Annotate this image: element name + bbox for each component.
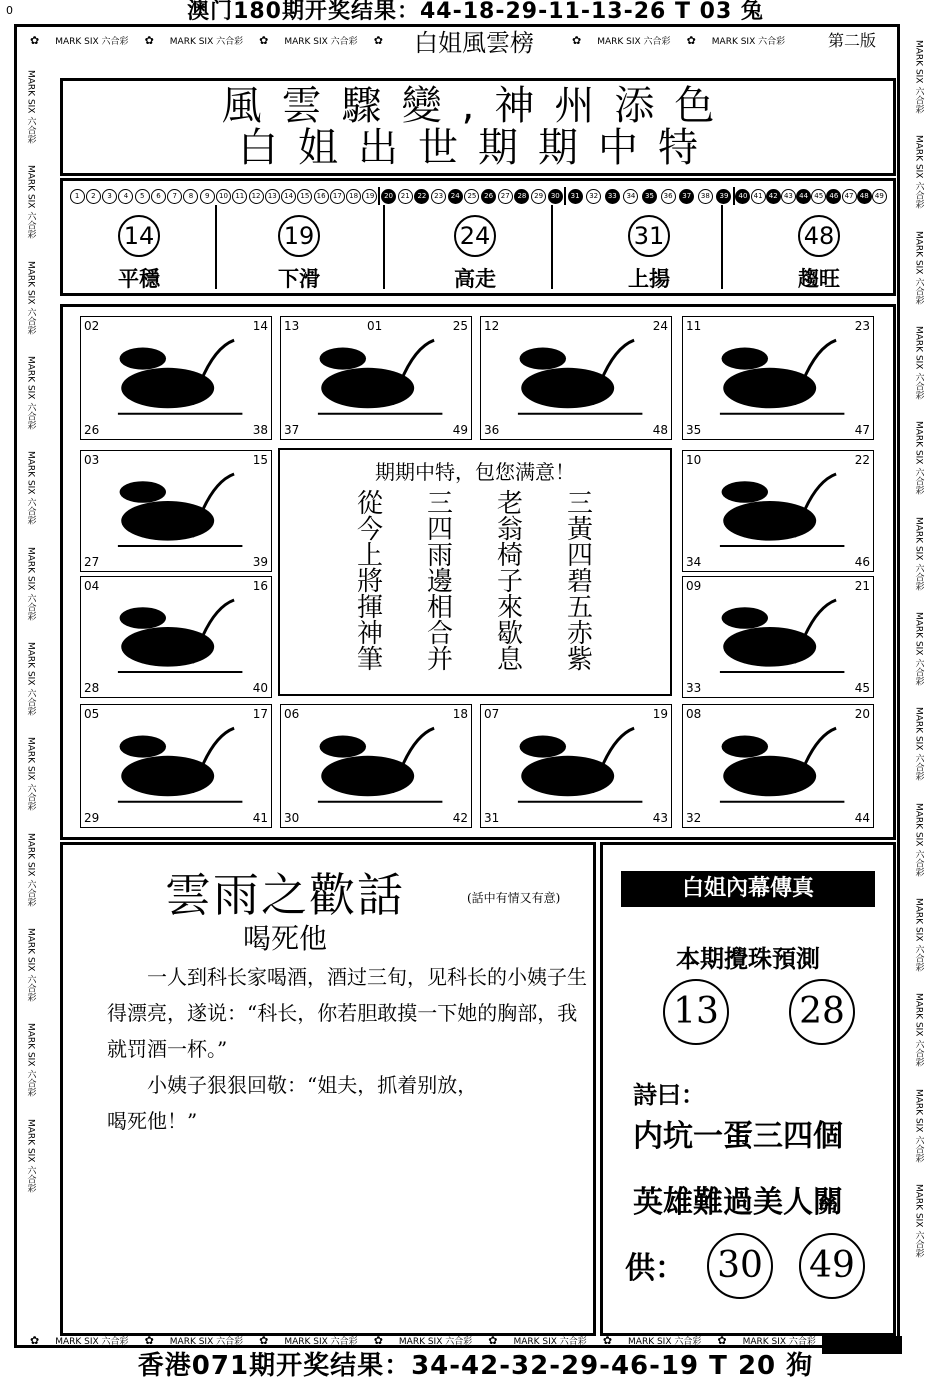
- strip-number: 39: [716, 189, 731, 204]
- picture-number: 23: [854, 319, 870, 333]
- pick-label: 高走: [454, 267, 496, 291]
- picture-number: 21: [854, 579, 870, 593]
- watermark: MARK SIX 六合彩: [398, 1337, 473, 1347]
- watermark: MARK SIX 六合彩: [913, 40, 924, 114]
- watermark: MARK SIX 六合彩: [628, 1337, 702, 1347]
- watermark: MARK SIX 六合彩: [169, 37, 244, 47]
- strip-number: 41: [751, 189, 766, 204]
- picture-panel: [682, 316, 874, 440]
- prediction-banner: 白姐內幕傳真: [621, 871, 875, 907]
- picture-panel: [682, 704, 874, 828]
- flower-icon: ✿: [259, 34, 269, 47]
- picture-number: 35: [686, 423, 702, 437]
- strip-number: 13: [265, 189, 280, 204]
- strip-number: 26: [481, 189, 496, 204]
- pick-label: 上揚: [628, 267, 670, 291]
- ink-painting-icon: [493, 331, 659, 423]
- flower-icon: ✿: [30, 34, 40, 47]
- poem-line-2: 英雄難過美人關: [633, 1185, 843, 1220]
- picture-number: 24: [652, 319, 668, 333]
- left-watermark-column: [18, 70, 44, 1192]
- watermark: MARK SIX 六合彩: [742, 1337, 816, 1347]
- picture-number: 12: [484, 319, 500, 333]
- picture-number: 42: [452, 811, 468, 825]
- strip-number: 43: [781, 189, 796, 204]
- poem-label: 詩曰：: [633, 1081, 705, 1109]
- picture-panel: [682, 576, 874, 698]
- pick-2: [239, 215, 359, 293]
- joke-subtitle: 喝死他: [243, 922, 328, 955]
- pick-number: 19: [278, 215, 320, 257]
- strip-number: 37: [679, 189, 694, 204]
- divider: [383, 205, 385, 289]
- strip-number: 31: [568, 189, 583, 204]
- flower-icon: ✿: [144, 34, 154, 47]
- strip-number: 14: [281, 189, 296, 204]
- poem-column: 從 今 上 將 揮 神 筆: [356, 489, 383, 675]
- page-title: 白姐風雲榜: [414, 29, 534, 57]
- watermark: MARK SIX 六合彩: [913, 421, 924, 495]
- flower-icon: ✿: [373, 1334, 383, 1347]
- picture-panel: [682, 450, 874, 572]
- strip-number: 4: [118, 189, 133, 204]
- picture-number: 17: [252, 707, 268, 721]
- strip-number: 30: [548, 189, 563, 204]
- poem-heading: 期期中特，包您满意！: [375, 460, 575, 484]
- headline-box: [60, 78, 896, 176]
- picture-number: 07: [484, 707, 500, 721]
- picture-number: 11: [686, 319, 702, 333]
- strip-number: 34: [623, 189, 638, 204]
- joke-box: [60, 842, 596, 1336]
- picture-number: 38: [252, 423, 268, 437]
- strip-number: 42: [766, 189, 781, 204]
- strip-number: 17: [330, 189, 345, 204]
- ink-painting-icon: [695, 465, 861, 555]
- edition-label: 第二版: [828, 31, 877, 50]
- picture-number: 14: [252, 319, 268, 333]
- hk-result-line: 香港071期开奖结果：34-42-32-29-46-19 T 20 狗: [137, 1351, 814, 1381]
- strip-number: 5: [135, 189, 150, 204]
- joke-body: [107, 959, 587, 1139]
- strip-number: 35: [642, 189, 657, 204]
- ink-painting-icon: [93, 591, 259, 681]
- strip-number: 33: [605, 189, 620, 204]
- strip-number: 45: [811, 189, 826, 204]
- picture-number: 28: [84, 681, 100, 695]
- picture-number: 06: [284, 707, 300, 721]
- watermark: MARK SIX 六合彩: [913, 135, 924, 209]
- watermark: MARK SIX 六合彩: [25, 356, 36, 430]
- picture-number: 49: [452, 423, 468, 437]
- pick-3: [415, 215, 535, 293]
- picture-panel: [80, 576, 272, 698]
- watermark: MARK SIX 六合彩: [597, 37, 671, 47]
- watermark: MARK SIX 六合彩: [55, 37, 129, 47]
- picture-number: 19: [652, 707, 668, 721]
- headline-line-2: 白姐出世期期中特: [238, 125, 718, 171]
- picture-number: 30: [284, 811, 300, 825]
- page-number: 0: [6, 4, 13, 17]
- picture-number: 10: [686, 453, 702, 467]
- watermark: MARK SIX 六合彩: [913, 230, 924, 305]
- joke-note: (話中有情又有意): [467, 891, 561, 905]
- picture-panel: [280, 704, 472, 828]
- picture-number: 25: [452, 319, 468, 333]
- strip-number: 25: [464, 189, 479, 204]
- strip-number: 21: [398, 189, 413, 204]
- joke-paragraph: 小姨子狠狠回敬：“姐夫，抓着别放，: [147, 1073, 478, 1097]
- number-strip-group: [735, 187, 887, 205]
- pick-label: 平穩: [118, 267, 160, 291]
- watermark: MARK SIX 六合彩: [25, 832, 36, 907]
- number-forecast-box: [60, 178, 896, 296]
- strip-number: 16: [314, 189, 329, 204]
- picture-number: 33: [686, 681, 702, 695]
- strip-number: 47: [842, 189, 857, 204]
- flower-icon: ✿: [488, 1334, 498, 1347]
- picture-number: 46: [854, 555, 870, 569]
- strip-number: 11: [232, 189, 247, 204]
- strip-number: 27: [498, 189, 513, 204]
- picture-number: 04: [84, 579, 100, 593]
- picture-number: 08: [686, 707, 702, 721]
- strip-number: 22: [414, 189, 429, 204]
- picture-number: 37: [284, 423, 300, 437]
- flower-icon: ✿: [717, 1334, 727, 1347]
- watermark: MARK SIX 六合彩: [284, 1337, 358, 1347]
- strip-number: 32: [586, 189, 601, 204]
- picture-panel: [80, 450, 272, 572]
- watermark: MARK SIX 六合彩: [913, 516, 924, 591]
- picture-panel: [280, 316, 472, 440]
- pick-4: [589, 215, 709, 293]
- poem-column: 三 四 雨 邊 相 合 并: [426, 489, 453, 675]
- prediction-number: 13: [663, 979, 729, 1045]
- pick-5: [759, 215, 879, 293]
- ink-painting-icon: [93, 465, 259, 555]
- supply-number: 30: [707, 1233, 773, 1299]
- watermark: MARK SIX 六合彩: [25, 165, 36, 239]
- strip-number: 12: [249, 189, 264, 204]
- ink-painting-icon: [93, 331, 259, 423]
- strip-number: 10: [216, 189, 231, 204]
- pick-1: [79, 215, 199, 293]
- watermark: MARK SIX 六合彩: [913, 612, 924, 686]
- watermark: MARK SIX 六合彩: [913, 326, 924, 400]
- prediction-label: 本期攪珠預測: [676, 945, 820, 973]
- watermark: MARK SIX 六合彩: [513, 1337, 587, 1347]
- picture-panel: [480, 316, 672, 440]
- picture-panel: [80, 704, 272, 828]
- strip-number: 44: [796, 189, 811, 204]
- picture-number: 45: [854, 681, 870, 695]
- strip-number: 28: [514, 189, 529, 204]
- strip-number: 18: [346, 189, 361, 204]
- number-strip-group: [69, 187, 380, 205]
- strip-number: 48: [857, 189, 872, 204]
- joke-paragraph: 喝死他！”: [107, 1109, 198, 1133]
- flower-icon: ✿: [602, 1334, 613, 1347]
- picture-number: 18: [452, 707, 468, 721]
- macau-result-line: 澳门180期开奖结果：44-18-29-11-13-26 T 03 兔: [187, 0, 764, 24]
- right-watermark-column: [906, 40, 932, 1257]
- strip-number: 9: [200, 189, 215, 204]
- pick-label: 趨旺: [798, 267, 840, 291]
- flower-icon: ✿: [373, 34, 383, 47]
- watermark: MARK SIX 六合彩: [913, 898, 924, 972]
- watermark: MARK SIX 六合彩: [913, 802, 924, 877]
- watermark: MARK SIX 六合彩: [25, 70, 36, 144]
- divider: [721, 205, 723, 289]
- watermark: MARK SIX 六合彩: [913, 993, 924, 1067]
- strip-number: 15: [297, 189, 312, 204]
- watermark: MARK SIX 六合彩: [25, 1023, 36, 1097]
- watermark: MARK SIX 六合彩: [25, 260, 36, 335]
- flower-icon: ✿: [572, 34, 582, 47]
- picture-number: 03: [84, 453, 100, 467]
- ink-painting-icon: [695, 331, 861, 423]
- picture-number: 39: [252, 555, 268, 569]
- watermark: MARK SIX 六合彩: [913, 1088, 924, 1163]
- divider: [215, 205, 217, 289]
- picture-number: 22: [854, 453, 870, 467]
- strip-number: 23: [431, 189, 446, 204]
- picture-panel: [480, 704, 672, 828]
- picture-number: 01: [367, 319, 383, 333]
- flower-icon: ✿: [259, 1334, 269, 1347]
- ink-painting-icon: [493, 719, 659, 811]
- flower-icon: ✿: [686, 34, 696, 47]
- watermark: MARK SIX 六合彩: [25, 642, 36, 716]
- number-strip-group: [566, 187, 736, 205]
- flower-icon: ✿: [30, 1334, 40, 1347]
- flower-icon: ✿: [144, 1334, 154, 1347]
- picture-panel: [80, 316, 272, 440]
- ink-painting-icon: [695, 719, 861, 811]
- bottom-watermark-row: [30, 1334, 816, 1347]
- number-strip: [69, 187, 887, 205]
- supply-label: 供：: [625, 1251, 685, 1286]
- strip-number: 1: [70, 189, 85, 204]
- strip-number: 38: [698, 189, 713, 204]
- ink-painting-icon: [293, 331, 459, 423]
- watermark: MARK SIX 六合彩: [25, 546, 36, 621]
- strip-number: 36: [661, 189, 676, 204]
- headline-line-1: 風雲驟變,神州添色: [221, 83, 735, 129]
- watermark: MARK SIX 六合彩: [25, 451, 36, 525]
- watermark: MARK SIX 六合彩: [25, 1118, 36, 1193]
- pick-number: 14: [118, 215, 160, 257]
- pick-number: 24: [454, 215, 496, 257]
- strip-number: 24: [448, 189, 463, 204]
- picture-number: 48: [652, 423, 668, 437]
- watermark: MARK SIX 六合彩: [55, 1337, 129, 1347]
- ink-painting-icon: [293, 719, 459, 811]
- watermark: MARK SIX 六合彩: [913, 1184, 924, 1258]
- poem-columns: [280, 491, 670, 673]
- strip-number: 3: [102, 189, 117, 204]
- picture-number: 47: [854, 423, 870, 437]
- joke-paragraph: 一人到科长家喝酒，酒过三旬，见科长的小姨子生得漂亮，遂说：“科长，你若胆敢摸一下她的胸部，我就罚酒一杯。”: [107, 965, 587, 1061]
- pick-label: 下滑: [278, 267, 320, 291]
- poem-line-1: 内坑一蛋三四個: [633, 1119, 843, 1154]
- picture-number: 02: [84, 319, 100, 333]
- supply-number: 49: [799, 1233, 865, 1299]
- strip-number: 6: [151, 189, 166, 204]
- top-watermark-row-right: [572, 34, 785, 47]
- picture-number: 13: [284, 319, 300, 333]
- strip-number: 8: [183, 189, 198, 204]
- picture-number: 41: [252, 811, 268, 825]
- strip-number: 29: [531, 189, 546, 204]
- picture-number: 26: [84, 423, 100, 437]
- poem-column: 老 翁 椅 子 來 歇 息: [496, 489, 523, 675]
- strip-number: 2: [86, 189, 101, 204]
- picture-number: 44: [854, 811, 870, 825]
- picture-number: 05: [84, 707, 100, 721]
- center-poem-box: [278, 448, 672, 696]
- picture-number: 16: [252, 579, 268, 593]
- watermark: MARK SIX 六合彩: [169, 1337, 244, 1347]
- watermark: MARK SIX 六合彩: [284, 37, 358, 47]
- prediction-number: 28: [789, 979, 855, 1045]
- divider: [551, 205, 553, 289]
- picture-number: 15: [252, 453, 268, 467]
- pick-number: 31: [628, 215, 670, 257]
- ink-painting-icon: [93, 719, 259, 811]
- picture-number: 32: [686, 811, 702, 825]
- watermark: MARK SIX 六合彩: [711, 37, 786, 47]
- picture-number: 43: [652, 811, 668, 825]
- picture-number: 09: [686, 579, 702, 593]
- picture-number: 36: [484, 423, 500, 437]
- picture-number: 27: [84, 555, 100, 569]
- picture-number: 31: [484, 811, 500, 825]
- top-watermark-row-left: [30, 34, 383, 47]
- pick-number: 48: [798, 215, 840, 257]
- joke-title: 雲雨之歡話: [165, 868, 405, 922]
- picture-number: 20: [854, 707, 870, 721]
- watermark: MARK SIX 六合彩: [25, 928, 36, 1002]
- picture-number: 29: [84, 811, 100, 825]
- watermark: MARK SIX 六合彩: [25, 737, 36, 811]
- poem-column: 三 黃 四 碧 五 赤 紫: [566, 489, 593, 675]
- strip-number: 40: [735, 189, 750, 204]
- strip-number: 7: [167, 189, 182, 204]
- picture-number: 34: [686, 555, 702, 569]
- strip-number: 46: [826, 189, 841, 204]
- strip-number: 49: [872, 189, 887, 204]
- watermark: MARK SIX 六合彩: [913, 707, 924, 781]
- prediction-box: [600, 842, 896, 1336]
- strip-number: 19: [362, 189, 377, 204]
- strip-number: 20: [381, 189, 396, 204]
- number-strip-group: [380, 187, 566, 205]
- ink-painting-icon: [695, 591, 861, 681]
- picture-number: 40: [252, 681, 268, 695]
